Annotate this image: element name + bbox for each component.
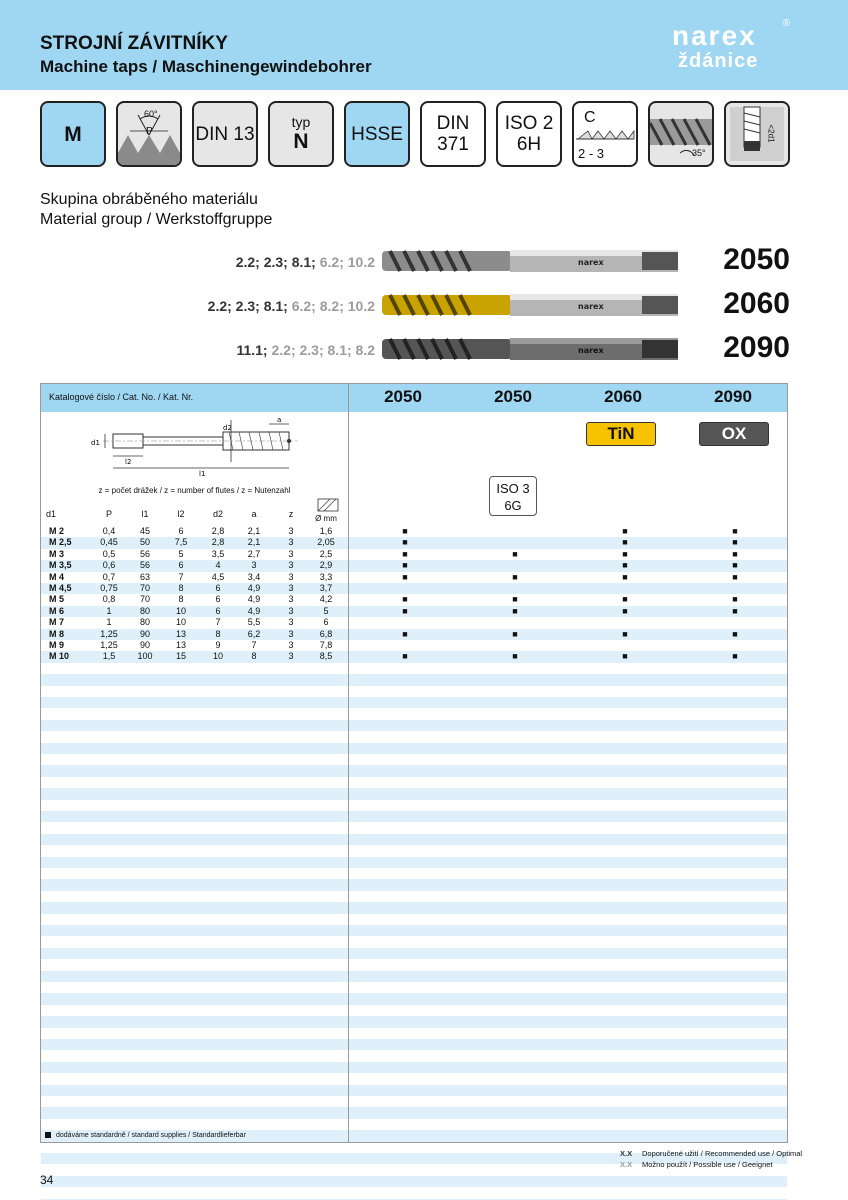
- xx-possible: X.X: [620, 1160, 633, 1169]
- cell-d1: M 10: [49, 651, 70, 662]
- cell-l2: 6: [178, 526, 184, 536]
- cell-z: 3: [288, 605, 294, 616]
- cell-l2: 10: [175, 617, 186, 628]
- cell-d2: 4,5: [211, 571, 225, 582]
- materials-optimal: 11.1;: [236, 342, 268, 358]
- cell-l1: 63: [139, 571, 150, 582]
- product-row-2060: [40, 285, 790, 325]
- product-table: [40, 383, 788, 1143]
- cell-l2: 5: [178, 548, 184, 559]
- table-row: [41, 1028, 787, 1039]
- availability-mark: ■: [402, 526, 408, 536]
- type-value: N: [293, 130, 309, 153]
- cell-l1: 90: [139, 640, 150, 650]
- cell-d2: 2,8: [211, 537, 225, 548]
- type-label: typ: [291, 114, 311, 130]
- pitch-label: P: [146, 126, 153, 137]
- iso3-tolerance-box: [489, 476, 537, 516]
- iso2-tolerance-icon: [496, 101, 562, 167]
- table-row: [41, 526, 787, 537]
- cell-P: 1,5: [102, 651, 116, 662]
- table-row: [41, 925, 787, 936]
- cell-P: 1,25: [100, 640, 118, 650]
- availability-mark: ■: [622, 651, 628, 662]
- table-row: [41, 617, 787, 628]
- availability-mark: ■: [402, 571, 408, 582]
- spiral-flute-icon: [648, 101, 714, 167]
- catalog-col-4: 2090: [714, 387, 752, 406]
- availability-mark: ■: [622, 526, 628, 536]
- cell-a: 2,1: [247, 526, 261, 536]
- cell-drill: 6: [323, 617, 329, 628]
- product-row-2090: [40, 329, 790, 369]
- table-row: [41, 731, 787, 742]
- table-row: [41, 663, 787, 674]
- din371-bottom: 371: [437, 134, 469, 155]
- table-row: [41, 1005, 787, 1016]
- availability-mark: ■: [512, 594, 518, 605]
- type-n-icon: [268, 101, 334, 167]
- table-row: [41, 800, 787, 811]
- standard-supply-legend: [45, 1132, 246, 1139]
- col-header-p: P: [105, 509, 112, 519]
- cell-d1: M 2,5: [49, 537, 72, 548]
- cell-d2: 6: [215, 583, 221, 593]
- col-header-a: a: [251, 509, 257, 519]
- cell-d2: 6: [215, 605, 221, 616]
- availability-mark: ■: [402, 560, 408, 571]
- availability-mark: ■: [622, 628, 628, 639]
- cell-P: 0,6: [102, 560, 116, 571]
- availability-mark: ■: [732, 560, 738, 571]
- table-row: [41, 857, 787, 868]
- cell-l1: 70: [139, 594, 150, 605]
- table-row: [41, 606, 787, 617]
- availability-mark: ■: [732, 651, 738, 662]
- tap-image-2050: [382, 243, 682, 279]
- table-row: [41, 697, 787, 708]
- cell-l1: 70: [139, 583, 150, 593]
- tap-brand: narex: [578, 258, 604, 267]
- cell-P: 1: [106, 605, 112, 616]
- cell-z: 3: [288, 571, 294, 582]
- table-row: [41, 594, 787, 605]
- cell-l1: 80: [139, 617, 150, 628]
- cell-l1: 56: [139, 548, 150, 559]
- cell-drill: 2,05: [317, 537, 335, 548]
- cell-d2: 4: [215, 560, 221, 571]
- cell-z: 3: [288, 583, 294, 593]
- cell-a: 5,5: [247, 617, 261, 628]
- col-header-z: z: [288, 509, 294, 519]
- product-number: 2050: [723, 243, 790, 276]
- cell-l1: 100: [137, 651, 153, 662]
- cell-l2: 6: [178, 560, 184, 571]
- cell-a: 2,7: [247, 548, 261, 559]
- cell-drill: 2,5: [319, 548, 333, 559]
- drill-diameter-icon: [317, 498, 339, 512]
- table-row: [41, 583, 787, 594]
- availability-mark: ■: [622, 560, 628, 571]
- table-row: [41, 572, 787, 583]
- standard-supply-text: dodáváme standardně / standard supplies / Standardlieferbar: [56, 1132, 246, 1139]
- tap-image-2060: [382, 287, 682, 323]
- cell-a: 3: [251, 560, 257, 571]
- availability-mark: ■: [512, 571, 518, 582]
- din13-label: DIN 13: [195, 123, 255, 145]
- thread-profile-icon: [116, 101, 182, 167]
- table-row: [41, 879, 787, 890]
- table-row: [41, 1176, 787, 1187]
- din13-icon: [192, 101, 258, 167]
- page-header: [0, 0, 848, 90]
- table-row: [41, 720, 787, 731]
- table-row: [41, 788, 787, 799]
- table-row: [41, 971, 787, 982]
- col-header-d2: d2: [212, 509, 223, 519]
- availability-mark: ■: [402, 605, 408, 616]
- cell-P: 1: [106, 617, 112, 628]
- product-materials: [236, 342, 375, 358]
- materials-possible: 6.2; 8.2; 10.2: [291, 298, 375, 314]
- cell-drill: 3,3: [319, 571, 333, 582]
- chamfer-letter: C: [584, 109, 596, 126]
- cell-drill: 2,9: [319, 560, 333, 571]
- availability-mark: ■: [512, 605, 518, 616]
- table-row: [41, 902, 787, 913]
- cell-P: 0,5: [102, 548, 116, 559]
- metric-label: M: [64, 122, 82, 146]
- availability-mark: ■: [732, 548, 738, 559]
- cell-d2: 9: [215, 640, 221, 650]
- material-group-cz: Skupina obráběného materiálu: [40, 191, 258, 208]
- cell-d1: M 3: [49, 548, 65, 559]
- table-divider: [348, 384, 349, 1142]
- cell-a: 3,4: [247, 571, 261, 582]
- availability-mark: ■: [512, 548, 518, 559]
- table-row: [41, 1039, 787, 1050]
- table-row: [41, 959, 787, 970]
- product-number: 2060: [723, 287, 790, 320]
- availability-mark: ■: [732, 537, 738, 548]
- iso2-bottom: 6H: [516, 134, 542, 155]
- cell-a: 4,9: [247, 605, 261, 616]
- logo-word-zdanice: ždánice: [678, 50, 759, 72]
- cell-l1: 56: [139, 560, 150, 571]
- cell-d2: 2,8: [211, 526, 225, 536]
- table-row: [41, 549, 787, 560]
- narex-logo: [672, 18, 792, 78]
- cell-z: 3: [288, 651, 294, 662]
- cell-d2: 8: [215, 628, 221, 639]
- cell-l2: 13: [175, 640, 186, 650]
- cell-l2: 13: [175, 628, 186, 639]
- table-row: [41, 845, 787, 856]
- flutes-note: z = počet drážek / z = number of flutes / z = Nutenzahl: [98, 486, 291, 495]
- table-row: [41, 1062, 787, 1073]
- cell-P: 0,45: [100, 537, 118, 548]
- ox-coating-badge: OX: [699, 422, 769, 446]
- cell-z: 3: [288, 640, 294, 650]
- cell-drill: 3,7: [319, 583, 333, 593]
- product-row-2050: [40, 241, 790, 281]
- iso3-bottom: 6G: [504, 498, 522, 513]
- table-row: [41, 868, 787, 879]
- material-group-en-de: Material group / Werkstoffgruppe: [40, 211, 273, 228]
- product-materials: [236, 254, 375, 270]
- table-row: [41, 1073, 787, 1084]
- table-row: [41, 560, 787, 571]
- table-row: [41, 982, 787, 993]
- availability-mark: ■: [732, 571, 738, 582]
- table-row: [41, 822, 787, 833]
- blind-hole-icon: [724, 101, 790, 167]
- cell-P: 0,75: [100, 583, 118, 593]
- cell-z: 3: [288, 617, 294, 628]
- diagram-d2: d2: [223, 424, 232, 432]
- availability-mark: ■: [732, 526, 738, 536]
- cell-a: 4,9: [247, 594, 261, 605]
- cell-z: 3: [288, 594, 294, 605]
- table-row: [41, 640, 787, 651]
- materials-possible: 2.2; 2.3; 8.1; 8.2: [271, 342, 375, 358]
- col-header-d1: d1: [45, 509, 56, 519]
- cell-l1: 90: [139, 628, 150, 639]
- cell-l1: 45: [139, 526, 150, 536]
- availability-mark: ■: [512, 628, 518, 639]
- availability-mark: ■: [622, 548, 628, 559]
- recommended-text: Doporučené užití / Recommended use / Optimal: [642, 1149, 803, 1158]
- cell-d2: 10: [212, 651, 223, 662]
- cell-d2: 6: [215, 594, 221, 605]
- col-header-l2: l2: [177, 509, 185, 519]
- cell-drill: 4,2: [319, 594, 333, 605]
- title-english-german: Machine taps / Maschinengewindebohrer: [40, 57, 372, 76]
- page-number: 34: [40, 1173, 54, 1187]
- availability-mark: ■: [622, 605, 628, 616]
- cell-l2: 15: [175, 651, 186, 662]
- registered-mark: ®: [782, 18, 790, 29]
- table-row: [41, 651, 787, 662]
- cell-a: 8: [251, 651, 257, 662]
- tap-brand: narex: [578, 346, 604, 355]
- cell-l2: 10: [175, 605, 186, 616]
- table-row: [41, 777, 787, 788]
- cell-a: 2,1: [247, 537, 261, 548]
- diagram-l1: l1: [199, 470, 206, 478]
- iso3-top: ISO 3: [496, 481, 530, 496]
- hsse-label: HSSE: [351, 123, 403, 145]
- cell-drill: 8,5: [319, 651, 333, 662]
- table-row: [41, 1050, 787, 1061]
- cell-P: 0,8: [102, 594, 116, 605]
- cell-z: 3: [288, 537, 294, 548]
- availability-mark: ■: [402, 537, 408, 548]
- cell-drill: 1,6: [319, 526, 333, 536]
- hsse-material-icon: [344, 101, 410, 167]
- depth-label: <2d1: [766, 124, 776, 143]
- cell-l2: 7,5: [174, 537, 188, 548]
- cell-d1: M 4: [49, 571, 65, 582]
- cell-z: 3: [288, 548, 294, 559]
- legend-recommended: [620, 1148, 802, 1159]
- logo-word-narex: narex: [672, 20, 757, 51]
- cell-d1: M 8: [49, 628, 65, 639]
- availability-mark: ■: [512, 651, 518, 662]
- tap-image-2090: [382, 331, 682, 367]
- availability-mark: ■: [622, 571, 628, 582]
- table-row: [41, 834, 787, 845]
- metric-thread-icon: [40, 101, 106, 167]
- cell-d1: M 9: [49, 640, 65, 650]
- cell-d2: 7: [215, 617, 221, 628]
- din371-icon: [420, 101, 486, 167]
- cell-a: 4,9: [247, 583, 261, 593]
- cell-d1: M 7: [49, 617, 65, 628]
- table-row: [41, 754, 787, 765]
- cell-d2: 3,5: [211, 548, 225, 559]
- availability-mark: ■: [402, 594, 408, 605]
- cell-l1: 50: [139, 537, 150, 548]
- cell-d1: M 4,5: [49, 583, 72, 593]
- col-header-l1: l1: [141, 509, 149, 519]
- table-header-row: [41, 384, 787, 412]
- title-czech: STROJNÍ ZÁVITNÍKY: [40, 33, 228, 54]
- table-row: [41, 811, 787, 822]
- table-row: [41, 674, 787, 685]
- table-row: [41, 1096, 787, 1107]
- cell-drill: 6,8: [319, 628, 333, 639]
- cell-z: 3: [288, 526, 294, 536]
- table-row: [41, 708, 787, 719]
- diagram-a: a: [277, 416, 282, 424]
- cell-d1: M 5: [49, 594, 65, 605]
- diagram-d1: d1: [91, 439, 100, 447]
- standard-square-icon: [45, 1132, 51, 1138]
- catalog-number-label: Katalogové číslo / Cat. No. / Kat. Nr.: [49, 392, 194, 402]
- iso2-top: ISO 2: [504, 113, 554, 134]
- cell-P: 0,7: [102, 571, 116, 582]
- materials-possible: 6.2; 10.2: [319, 254, 375, 270]
- table-row: [41, 1187, 787, 1198]
- table-row: [41, 936, 787, 947]
- cell-d1: M 2: [49, 526, 65, 536]
- product-number: 2090: [723, 331, 790, 364]
- availability-mark: ■: [622, 537, 628, 548]
- xx-recommended: X.X: [620, 1149, 633, 1158]
- catalog-col-2: 2050: [494, 387, 532, 406]
- possible-text: Možno použít / Possible use / Geeignet: [642, 1160, 773, 1169]
- chamfer-form-icon: [572, 101, 638, 167]
- availability-mark: ■: [402, 628, 408, 639]
- tin-coating-badge: TiN: [586, 422, 656, 446]
- table-row: [41, 914, 787, 925]
- catalog-col-1: 2050: [384, 387, 422, 406]
- table-row: [41, 948, 787, 959]
- table-row: [41, 686, 787, 697]
- cell-drill: 5: [323, 605, 329, 616]
- helix-angle: 35°: [692, 148, 706, 158]
- cell-P: 0,4: [102, 526, 116, 536]
- angle-label: 60°: [144, 109, 158, 119]
- cell-P: 1,25: [100, 628, 118, 639]
- table-row: [41, 1016, 787, 1027]
- tap-dimension-diagram: [83, 412, 313, 484]
- cell-drill: 7,8: [319, 640, 333, 650]
- tap-brand: narex: [578, 302, 604, 311]
- use-legend: [620, 1148, 802, 1170]
- table-row: [41, 993, 787, 1004]
- product-materials: [208, 298, 375, 314]
- cell-l2: 8: [178, 583, 184, 593]
- table-row: [41, 743, 787, 754]
- legend-possible: [620, 1159, 802, 1170]
- cell-l1: 80: [139, 605, 150, 616]
- spec-icons-row: [40, 101, 790, 167]
- availability-mark: ■: [732, 605, 738, 616]
- chamfer-threads: 2 - 3: [578, 146, 605, 161]
- table-row: [41, 765, 787, 776]
- materials-optimal: 2.2; 2.3; 8.1;: [235, 254, 316, 270]
- table-row: [41, 629, 787, 640]
- table-row: [41, 1107, 787, 1118]
- materials-optimal: 2.2; 2.3; 8.1;: [207, 298, 288, 314]
- cell-l2: 8: [178, 594, 184, 605]
- availability-mark: ■: [402, 651, 408, 662]
- diagram-l2: l2: [125, 458, 132, 466]
- cell-a: 7: [251, 640, 257, 650]
- catalog-col-3: 2060: [604, 387, 642, 406]
- cell-z: 3: [288, 560, 294, 571]
- availability-mark: ■: [732, 628, 738, 639]
- table-row: [41, 891, 787, 902]
- table-row: [41, 1085, 787, 1096]
- table-row: [41, 1119, 787, 1130]
- drill-unit-label: Ø mm: [315, 514, 337, 523]
- table-row: [41, 537, 787, 548]
- cell-z: 3: [288, 628, 294, 639]
- din371-top: DIN: [436, 113, 470, 134]
- availability-mark: ■: [732, 594, 738, 605]
- availability-mark: ■: [622, 594, 628, 605]
- availability-mark: ■: [402, 548, 408, 559]
- cell-a: 6,2: [247, 628, 261, 639]
- cell-d1: M 3,5: [49, 560, 72, 571]
- cell-d1: M 6: [49, 605, 65, 616]
- cell-l2: 7: [178, 571, 184, 582]
